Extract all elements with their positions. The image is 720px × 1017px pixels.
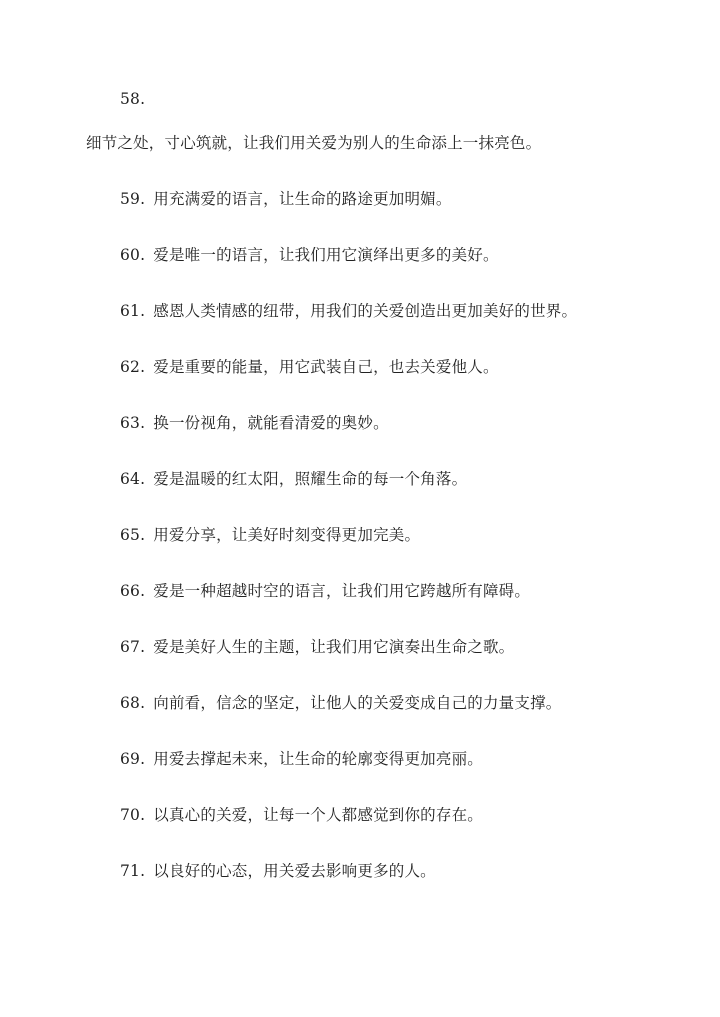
item-number: 58. — [120, 90, 146, 108]
item-text: 以良好的心态，用关爱去影响更多的人。 — [153, 862, 436, 880]
list-item — [120, 861, 436, 881]
list-item — [120, 637, 514, 657]
list-item-continuation — [86, 133, 541, 153]
item-text: 用充满爱的语言，让生命的路途更加明媚。 — [153, 190, 452, 208]
item-number: 67. — [120, 638, 146, 656]
list-item — [120, 581, 530, 601]
list-item — [120, 749, 483, 769]
item-text: 向前看，信念的坚定，让他人的关爱变成自己的力量支撑。 — [153, 694, 562, 712]
list-item — [120, 693, 561, 713]
item-number: 62. — [120, 358, 146, 376]
list-item — [120, 357, 499, 377]
item-text: 用爱去撑起未来，让生命的轮廓变得更加亮丽。 — [153, 750, 483, 768]
item-number: 59. — [120, 190, 146, 208]
item-text: 用爱分享，让美好时刻变得更加完美。 — [153, 526, 421, 544]
item-number: 65. — [120, 526, 146, 544]
item-number: 70. — [120, 806, 146, 824]
item-text: 以真心的关爱，让每一个人都感觉到你的存在。 — [153, 806, 483, 824]
item-number: 69. — [120, 750, 146, 768]
item-text: 换一份视角，就能看清爱的奥妙。 — [153, 414, 389, 432]
list-item — [120, 245, 499, 265]
item-number: 71. — [120, 862, 146, 880]
item-text: 爱是温暖的红太阳，照耀生命的每一个角落。 — [153, 470, 468, 488]
list-item — [120, 189, 452, 209]
item-number: 68. — [120, 694, 146, 712]
item-number: 64. — [120, 470, 146, 488]
list-item — [120, 413, 389, 433]
item-number: 66. — [120, 582, 146, 600]
item-number: 61. — [120, 302, 146, 320]
list-item — [120, 525, 420, 545]
item-text: 细节之处，寸心筑就，让我们用关爱为别人的生命添上一抹亮色。 — [86, 134, 542, 152]
item-text: 感恩人类情感的纽带，用我们的关爱创造出更加美好的世界。 — [153, 302, 578, 320]
item-number: 63. — [120, 414, 146, 432]
list-item — [120, 301, 577, 321]
item-text: 爱是重要的能量，用它武装自己，也去关爱他人。 — [153, 358, 499, 376]
item-text: 爱是美好人生的主题，让我们用它演奏出生命之歌。 — [153, 638, 515, 656]
item-text: 爱是一种超越时空的语言，让我们用它跨越所有障碍。 — [153, 582, 531, 600]
item-text: 爱是唯一的语言，让我们用它演绎出更多的美好。 — [153, 246, 499, 264]
list-item — [120, 805, 483, 825]
list-item — [120, 469, 467, 489]
list-item — [120, 89, 153, 109]
item-number: 60. — [120, 246, 146, 264]
